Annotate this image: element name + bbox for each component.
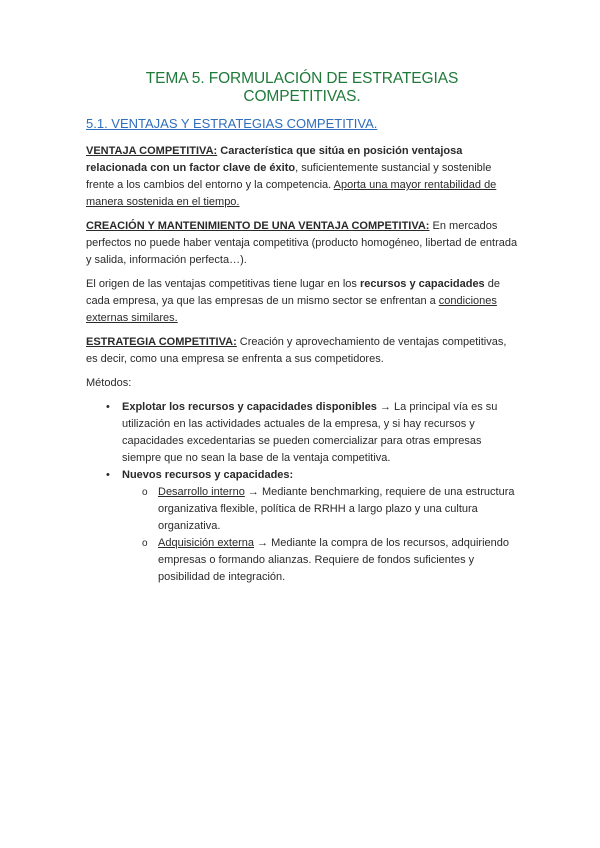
list-item	[106, 399, 518, 467]
item-text: → La principal vía es su utilización en las actividades actuales de la empresa, y si hay recursos y capacidades excedentarias se pueden comercializar para otras empresas siempre que no sean la base de la ventaja competitiva.	[122, 401, 498, 464]
underlined-text: Aporta una mayor rentabilidad de manera sostenida en el tiempo.	[86, 179, 497, 208]
term-label: VENTAJA COMPETITIVA:	[86, 145, 218, 157]
bullet-icon: •	[106, 469, 110, 481]
metodos-label: Métodos:	[86, 377, 132, 389]
paragraph-text: de cada empresa, ya que las empresas de un mismo sector se enfrentan a	[86, 278, 500, 307]
paragraph-text: En mercados perfectos no puede haber ventaja competitiva (producto homogéneo, libertad de entrada y salida, información perfecta…).	[86, 220, 518, 266]
paragraph-ventaja-competitiva	[86, 143, 518, 211]
document-page	[86, 70, 518, 586]
list-item	[106, 467, 518, 586]
underlined-text: condiciones externas similares.	[86, 295, 497, 324]
paragraph-text: Creación y aprovechamiento de ventajas competitivas, es decir, como una empresa se enfrenta a sus competidores.	[86, 336, 507, 365]
section-heading: 5.1. VENTAJAS Y ESTRATEGIAS COMPETITIVA.	[86, 116, 378, 131]
sub-bullet-icon: o	[142, 487, 148, 498]
underlined-text: Adquisición externa	[158, 537, 255, 549]
bold-definition: Característica que sitúa en posición ventajosa relacionada con un factor clave de éxito	[86, 145, 463, 174]
methods-list	[86, 399, 518, 586]
page-title: TEMA 5. FORMULACIÓN DE ESTRATEGIAS COMPETITIVAS.	[145, 70, 459, 105]
paragraph-text: , suficientemente sustancial y sostenible frente a los cambios del entorno y la competencia.	[86, 162, 492, 191]
bullet-icon: •	[106, 401, 110, 413]
sub-bullet-icon: o	[142, 538, 148, 549]
sub-list-item	[142, 535, 518, 586]
item-text: → Mediante benchmarking, requiere de una estructura organizativa flexible, política de RRHH a largo plazo y una cultura organizativa.	[158, 486, 515, 532]
paragraph-estrategia-competitiva	[86, 334, 518, 368]
paragraph-text: El origen de las ventajas competitivas tiene lugar en los	[86, 278, 360, 290]
term-label: ESTRATEGIA COMPETITIVA:	[86, 336, 237, 348]
term-label: CREACIÓN Y MANTENIMIENTO DE UNA VENTAJA COMPETITIVA:	[86, 220, 430, 232]
bold-text: Nuevos recursos y capacidades:	[122, 469, 294, 481]
bold-text: Explotar los recursos y capacidades disponibles	[122, 401, 377, 413]
paragraph-origen	[86, 276, 518, 327]
sub-list	[122, 484, 518, 586]
sub-list-item	[142, 484, 518, 535]
item-text: → Mediante la compra de los recursos, adquiriendo empresas o formando alianzas. Requiere de fondos suficientes y posibilidad de integración.	[158, 537, 509, 583]
underlined-text: Desarrollo interno	[158, 486, 245, 498]
paragraph-creacion-mantenimiento	[86, 218, 518, 269]
bold-text: recursos y capacidades	[359, 278, 485, 290]
